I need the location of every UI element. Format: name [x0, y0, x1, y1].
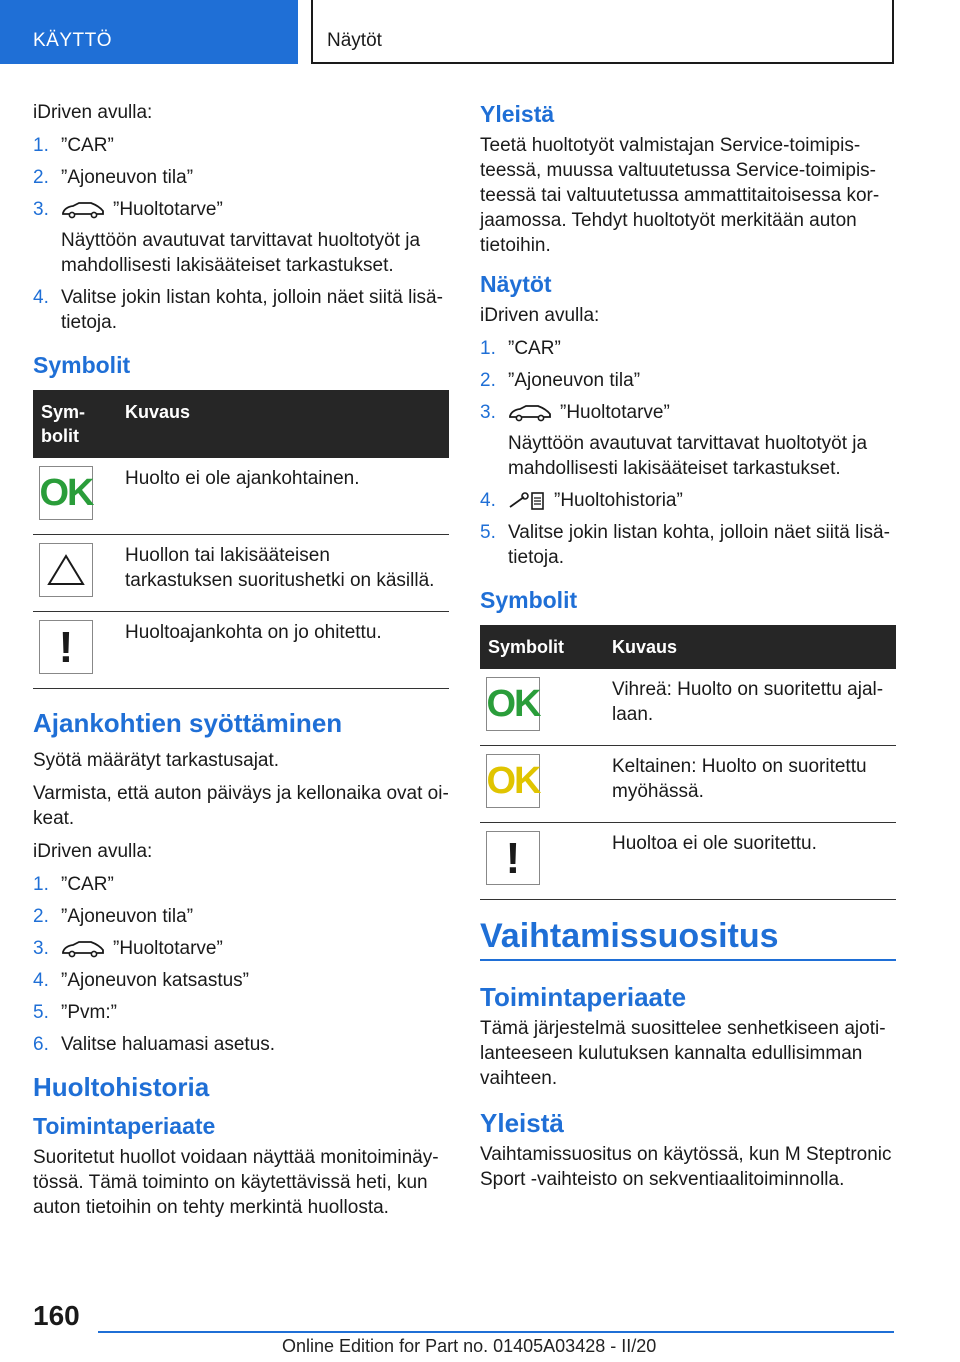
- symbols-table: [480, 625, 896, 900]
- toimintaperiaate-heading: Toimintaperiaate: [33, 1113, 216, 1139]
- header-section: KÄYTTÖ: [33, 30, 113, 51]
- page-number: 160: [33, 1300, 80, 1331]
- paragraph: Vaihtamissuositus on käytössä, kun M Steptronic Sport -vaihteisto on sekventiaalitoiminnolla.: [480, 1144, 892, 1190]
- exclamation-icon: !: [486, 831, 540, 885]
- list-item: 1. ”CAR”: [480, 338, 561, 359]
- paragraph: Teetä huoltotyöt valmistajan Service-toimipisteessä, muussa valtuutetussa Service-toimipisteessä tai valtuutetussa ammattitaitoisessa korjaamossa. Tehdyt huoltotyöt merkitään auton tietoihin.: [480, 135, 880, 256]
- steps-list-2: [33, 872, 449, 1057]
- exclamation-icon: !: [39, 620, 93, 674]
- car-icon: [61, 201, 105, 219]
- list-item: 3. ”Huoltotarve” Näyttöön avautuvat tarvittavat huoltotyöt ja mahdollisesti lakisääteiset tarkastukset.: [33, 199, 421, 276]
- ajankohtien-heading: Ajankohtien syöttäminen: [33, 708, 343, 738]
- footer-rule: [98, 1331, 894, 1333]
- table-row: ! Huoltoajankohta on jo ohitettu.: [33, 612, 449, 689]
- car-icon: [508, 404, 552, 422]
- warning-triangle-icon: [39, 543, 93, 597]
- list-item: 3. ”Huoltotarve”: [33, 938, 223, 959]
- table-row: OK Keltainen: Huolto on suoritettu myöhässä.: [480, 746, 896, 823]
- ok-yellow-icon: OK: [486, 754, 540, 808]
- table-header: Symbolit: [33, 390, 117, 458]
- paragraph: iDriven avulla:: [480, 305, 600, 326]
- table-header: Symbolit: [480, 625, 604, 669]
- yleista-heading: Yleistä: [480, 101, 555, 127]
- header-chapter-box: [311, 0, 894, 64]
- yleista-heading-2: Yleistä: [480, 1108, 564, 1138]
- toimintaperiaate-heading: Toimintaperiaate: [480, 982, 687, 1012]
- list-item: 6. Valitse haluamasi asetus.: [33, 1034, 276, 1055]
- symbols-table: [33, 390, 449, 689]
- car-icon: [61, 940, 105, 958]
- paragraph: Syötä määrätyt tarkastusajat.: [33, 750, 280, 771]
- ok-green-icon: OK: [486, 677, 540, 731]
- table-row: ! Huoltoa ei ole suoritettu.: [480, 823, 896, 900]
- steps-list-1: [33, 133, 449, 335]
- right-column: [480, 100, 896, 1200]
- paragraph: Varmista, että auton päiväys ja kellonaika ovat oikeat.: [33, 783, 449, 829]
- list-item: 5. Valitse jokin listan kohta, jolloin näet siitä lisätietoja.: [480, 522, 890, 568]
- list-item: 2. ”Ajoneuvon tila”: [33, 906, 194, 927]
- symbols-heading: Symbolit: [480, 587, 578, 613]
- table-row: OK Vihreä: Huolto on suoritettu ajallaan.: [480, 669, 896, 746]
- paragraph: Tämä järjestelmä suosittelee senhetkiseen ajotilanteeseen kulutuksen kannalta edullisimman vaihteen.: [480, 1018, 886, 1089]
- list-item: 4. ”Ajoneuvon katsastus”: [33, 970, 249, 991]
- footer-edition: Online Edition for Part no. 01405A03428 - II/20: [282, 1336, 657, 1356]
- service-history-icon: [508, 491, 546, 511]
- steps-list-3: [480, 336, 896, 570]
- list-item: 1. ”CAR”: [33, 135, 114, 156]
- header-section-tab: [0, 0, 298, 64]
- ok-green-icon: OK: [39, 466, 93, 520]
- paragraph: iDriven avulla:: [33, 841, 153, 862]
- list-item: 4. ”Huoltohistoria”: [480, 490, 683, 511]
- list-item: 2. ”Ajoneuvon tila”: [33, 167, 194, 188]
- table-row: OK Huolto ei ole ajankohtainen.: [33, 458, 449, 535]
- list-item: 1. ”CAR”: [33, 874, 114, 895]
- list-item: 4. Valitse jokin listan kohta, jolloin näet siitä lisätietoja.: [33, 287, 443, 333]
- list-item: 3. ”Huoltotarve” Näyttöön avautuvat tarvittavat huoltotyöt ja mahdollisesti lakisääteiset tarkastukset.: [480, 402, 868, 479]
- huoltohistoria-heading: Huoltohistoria: [33, 1072, 210, 1102]
- list-item: 2. ”Ajoneuvon tila”: [480, 370, 641, 391]
- header-chapter: Näytöt: [327, 30, 382, 51]
- symbols-heading: Symbolit: [33, 352, 131, 378]
- table-row: Huollon tai lakisääteisen tarkastuksen suoritushetki on käsillä.: [33, 535, 449, 612]
- table-header: Kuvaus: [117, 390, 449, 458]
- list-item: 5. ”Pvm:”: [33, 1002, 117, 1023]
- left-column: [33, 100, 449, 1228]
- table-header: Kuvaus: [604, 625, 896, 669]
- vaihtamissuositus-heading: Vaihtamissuositus: [480, 924, 896, 961]
- paragraph: Suoritetut huollot voidaan näyttää monitoiminäytössä. Tämä toiminto on käytettävissä heti, kun auton tietoihin on tehty merkintä huollosta.: [33, 1147, 439, 1218]
- intro-text: iDriven avulla:: [33, 102, 153, 123]
- naytot-heading: Näytöt: [480, 271, 552, 297]
